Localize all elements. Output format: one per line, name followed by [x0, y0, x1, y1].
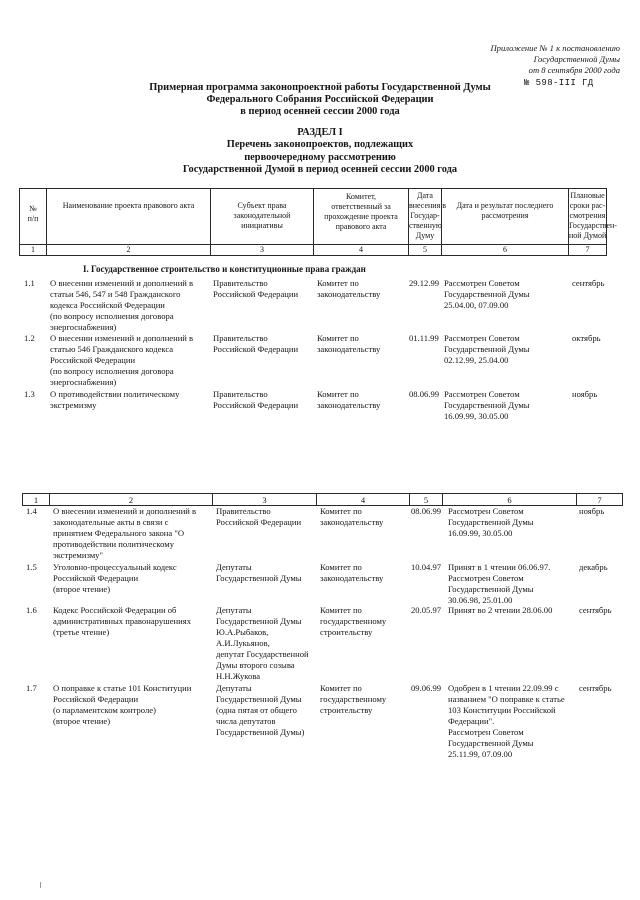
text-line: законодательству [317, 344, 381, 354]
column-header-line: п/п [27, 214, 39, 223]
text-line: строительству [320, 705, 373, 715]
text-line: законодательству [317, 289, 381, 299]
section-heading [0, 127, 640, 176]
bill-title [53, 683, 191, 727]
text-line: законодательству [320, 573, 384, 583]
text-line: государственному [320, 694, 387, 704]
text-line: Государственной Думы) [216, 727, 305, 737]
text-line: А.И.Лукьянов, [216, 638, 270, 648]
text-line: Государственной Думы [448, 517, 534, 527]
responsible-committee [320, 683, 386, 716]
bill-title [50, 278, 193, 333]
responsible-committee [320, 506, 383, 528]
text-line: Рассмотрен Советом [444, 278, 520, 288]
scan-mark [40, 882, 41, 888]
text-line: строительству [320, 627, 373, 637]
submission-date: 01.11.99 [409, 333, 439, 343]
text-line: энергоснабжения) [50, 377, 117, 387]
column-number-row [23, 494, 623, 506]
text-line: О противодействии политическому [50, 389, 180, 399]
text-line: (о парламентском контроле) [53, 705, 156, 715]
last-review [444, 278, 530, 311]
document-title [0, 82, 640, 118]
bill-title [53, 605, 191, 638]
column-header-line: сроки рас- [569, 201, 606, 210]
text-line: Рассмотрен Советом [448, 573, 524, 583]
submission-date: 20.05.97 [411, 605, 442, 615]
text-line: (по вопросу исполнения договора [50, 311, 174, 321]
text-line: Принят в 1 чтении 06.06.97. [448, 562, 551, 572]
last-review [448, 683, 565, 760]
planned-term: ноябрь [572, 389, 598, 399]
planned-term: сентябрь [572, 278, 605, 288]
column-number: 1 [23, 494, 50, 506]
text-line: Российской Федерации [213, 400, 299, 410]
column-number: 6 [443, 494, 577, 506]
section-subtitle-line: Государственной Думой в период осенней сессии 2000 года [182, 163, 458, 175]
text-line: Российской Федерации [50, 355, 136, 365]
row-number: 1.2 [24, 333, 35, 343]
column-header [211, 189, 314, 245]
title-line: Примерная программа законопроектной работы Государственной Думы [149, 82, 491, 93]
column-header-line: инициативы [241, 221, 283, 230]
column-header [20, 189, 47, 245]
submission-date: 10.04.97 [411, 562, 442, 572]
column-number: 4 [314, 245, 409, 256]
initiator [213, 278, 298, 300]
row-number: 1.1 [24, 278, 35, 288]
bill-title [53, 506, 196, 561]
text-line: Правительство [213, 278, 268, 288]
column-header-line: № [29, 204, 37, 213]
row-number: 1.5 [26, 562, 37, 572]
appendix-line: от 8 сентября 2000 года [528, 65, 620, 75]
text-line: государственному [320, 616, 387, 626]
text-line: законодательству [320, 517, 384, 527]
column-number: 1 [20, 245, 47, 256]
text-line: Кодекс Российской Федерации об [53, 605, 177, 615]
responsible-committee [317, 278, 380, 300]
planned-term: сентябрь [579, 605, 612, 615]
text-line: экстремизму" [53, 550, 103, 560]
text-line: Ю.А.Рыбаков, [216, 627, 269, 637]
column-header-line: рассмотрения [481, 211, 529, 220]
submission-date: 29.12.99 [409, 278, 440, 288]
column-header-line: Субъект права [237, 201, 287, 210]
row-number: 1.4 [26, 506, 37, 516]
column-number: 5 [409, 245, 442, 256]
column-header [569, 189, 617, 245]
column-number: 7 [577, 494, 623, 506]
initiator [216, 683, 304, 738]
bill-title [53, 562, 177, 595]
initiator [213, 333, 298, 355]
title-line: Федерального Собрания Российской Федерации [206, 94, 434, 105]
text-line: (третье чтение) [53, 627, 110, 637]
text-line: Российской Федерации [216, 517, 302, 527]
text-line: Уголовно-процессуальный кодекс [53, 562, 177, 572]
text-line: административных правонарушениях [53, 616, 191, 626]
text-line: экстремизму [50, 400, 97, 410]
text-line: Российской Федерации [213, 344, 299, 354]
text-line: Государственной Думы [448, 738, 534, 748]
text-line: статьи 546, 547 и 548 Гражданского [50, 289, 181, 299]
text-line: 30.06.98, 25.01.00 [448, 595, 513, 605]
text-line: Правительство [216, 506, 271, 516]
column-header-line: Думу [415, 231, 435, 240]
text-line: Н.Н.Жукова [216, 671, 261, 681]
column-header-line: законодательной [233, 211, 291, 220]
text-line: Депутаты [216, 605, 252, 615]
text-line: 16.09.99, 30.05.00 [448, 528, 513, 538]
column-header-line: Плановые [570, 191, 605, 200]
responsible-committee [320, 605, 386, 638]
appendix-note [490, 43, 620, 76]
row-number: 1.7 [26, 683, 37, 693]
text-line: (второе чтение) [53, 584, 111, 594]
text-line: депутат Государственной [216, 649, 309, 659]
responsible-committee [317, 389, 380, 411]
planned-term: сентябрь [579, 683, 612, 693]
text-line: Депутаты [216, 683, 252, 693]
text-line: принятием Федерального закона "О [53, 528, 185, 538]
column-header-line: внесения в [409, 201, 447, 210]
planned-term: октябрь [572, 333, 601, 343]
text-line: 16.09.99, 30.05.00 [444, 411, 509, 421]
text-line: названием "О поправке к статье [448, 694, 565, 704]
text-line: статью 546 Гражданского кодекса [50, 344, 174, 354]
text-line: законодательству [317, 400, 381, 410]
text-line: Государственной Думы [216, 694, 302, 704]
text-line: законодательные акты в связи с [53, 517, 169, 527]
column-header-line: Государ- [410, 211, 440, 220]
initiator [216, 605, 309, 682]
text-line: Думы второго созыва [216, 660, 295, 670]
last-review [448, 506, 534, 539]
text-line: (одна пятая от общего [216, 705, 297, 715]
text-line: Государственной Думы [444, 400, 530, 410]
text-line: О поправке к статье 101 Конституции [53, 683, 192, 693]
text-line: Рассмотрен Советом [444, 389, 520, 399]
initiator [216, 506, 301, 528]
row-number: 1.3 [24, 389, 35, 399]
text-line: Государственной Думы [216, 616, 302, 626]
section-subtitle-line: Перечень законопроектов, подлежащих [226, 139, 414, 151]
responsible-committee [317, 333, 380, 355]
column-number: 2 [50, 494, 213, 506]
table-header-row [20, 189, 607, 245]
text-line: (по вопросу исполнения договора [50, 366, 174, 376]
column-header-line: Дата [417, 191, 433, 200]
section-subtitle-line: первоочередному рассмотрению [244, 151, 396, 163]
last-review [444, 333, 530, 366]
text-line: Государственной Думы [444, 344, 530, 354]
text-line: Российской Федерации [53, 694, 139, 704]
text-line: Комитет по [320, 506, 362, 516]
column-number: 7 [569, 245, 607, 256]
text-line: (второе чтение) [53, 716, 111, 726]
text-line: Федерации". [448, 716, 495, 726]
text-line: Российской Федерации [213, 289, 299, 299]
resolution-number: № 598-III ГД [524, 78, 594, 88]
text-line: Правительство [213, 333, 268, 343]
text-line: Комитет по [317, 278, 359, 288]
initiator [216, 562, 302, 584]
text-line: 02.12.99, 25.04.00 [444, 355, 509, 365]
column-number: 4 [317, 494, 410, 506]
text-line: О внесении изменений и дополнений в [50, 278, 194, 288]
column-header [314, 189, 409, 245]
column-header [47, 189, 211, 245]
appendix-line: Приложение № 1 к постановлению [490, 43, 620, 53]
bills-table-header [19, 188, 617, 256]
column-header-line: ной Думой [569, 231, 607, 240]
column-header-line: Государствен- [569, 221, 617, 230]
text-line: Российской Федерации [53, 573, 139, 583]
planned-term: декабрь [579, 562, 608, 572]
submission-date: 08.06.99 [409, 389, 440, 399]
text-line: О внесении изменений и дополнений в [53, 506, 197, 516]
text-line: Рассмотрен Советом [444, 333, 520, 343]
column-number: 5 [410, 494, 443, 506]
text-line: Принят во 2 чтении 28.06.00 [448, 605, 553, 615]
column-header-line: ответственный за [331, 202, 391, 211]
text-line: 103 Конституции Российской [448, 705, 556, 715]
text-line: кодекса Российской Федерации [50, 300, 165, 310]
column-number: 3 [213, 494, 317, 506]
column-header-line: Комитет, [345, 192, 377, 201]
bill-title [50, 333, 193, 388]
bills-table-continuation-header [22, 493, 623, 506]
text-line: энергоснабжения) [50, 322, 117, 332]
column-header-line: правового акта [335, 222, 387, 231]
column-number: 6 [442, 245, 569, 256]
appendix-line: Государственной Думы [533, 54, 620, 64]
column-header [409, 189, 447, 245]
text-line: Одобрен в 1 чтении 22.09.99 с [448, 683, 559, 693]
text-line: Комитет по [320, 562, 362, 572]
column-header-line: Наименование проекта правового акта [62, 201, 195, 210]
last-review [444, 389, 530, 422]
submission-date: 08.06.99 [411, 506, 442, 516]
column-header-line: Дата и результат последнего [456, 201, 554, 210]
text-line: Государственной Думы [448, 584, 534, 594]
text-line: Комитет по [317, 389, 359, 399]
text-line: О внесении изменений и дополнений в [50, 333, 194, 343]
text-line: Комитет по [320, 683, 362, 693]
responsible-committee [320, 562, 383, 584]
initiator [213, 389, 298, 411]
column-number-row [20, 245, 607, 256]
last-review [448, 562, 550, 606]
submission-date: 09.06.99 [411, 683, 442, 693]
column-header-line: ственную [409, 221, 442, 230]
text-line: 25.11.99, 07.09.00 [448, 749, 513, 759]
bill-title [50, 389, 179, 411]
text-line: 25.04.00, 07.09.00 [444, 300, 509, 310]
text-line: Рассмотрен Советом [448, 506, 524, 516]
planned-term: ноябрь [579, 506, 605, 516]
text-line: Правительство [213, 389, 268, 399]
section-label: РАЗДЕЛ I [297, 127, 343, 138]
text-line: противодействии политическому [53, 539, 175, 549]
title-line: в период осенней сессии 2000 года [240, 106, 400, 117]
text-line: Комитет по [317, 333, 359, 343]
column-number: 2 [47, 245, 211, 256]
column-header-line: прохождение проекта [324, 212, 398, 221]
text-line: Комитет по [320, 605, 362, 615]
last-review [448, 605, 552, 616]
text-line: числа депутатов [216, 716, 276, 726]
text-line: Рассмотрен Советом [448, 727, 524, 737]
column-header-line: смотрения [569, 211, 606, 220]
column-number: 3 [211, 245, 314, 256]
text-line: Государственной Думы [216, 573, 302, 583]
column-header [442, 189, 569, 245]
text-line: Депутаты [216, 562, 252, 572]
group-heading: I. Государственное строительство и конституционные права граждан [83, 264, 366, 274]
text-line: Государственной Думы [444, 289, 530, 299]
row-number: 1.6 [26, 605, 37, 615]
